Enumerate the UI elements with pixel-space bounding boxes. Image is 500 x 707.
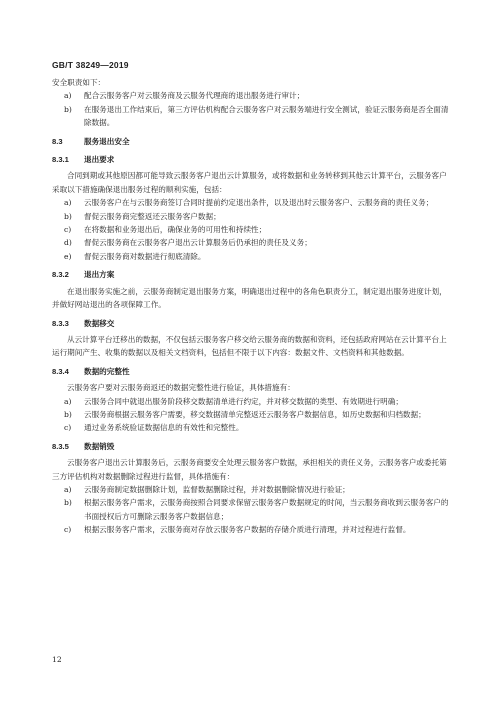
- list-item: c) 在将数据和业务退出后，确保业务的可用性和持续性；: [64, 225, 267, 235]
- section-heading-8-3-1: 8.3.1 退出要求: [52, 155, 115, 165]
- standard-number: GB/T 38249—2019: [52, 60, 129, 70]
- list-item: d) 督促云服务商在云服务客户退出云计算服务后仍承担的责任及义务；: [64, 238, 312, 248]
- section-heading-8-3-2: 8.3.2 退出方案: [52, 270, 115, 280]
- paragraph: 云服务客户要对云服务商返还的数据完整性进行验证，具体措施有：: [67, 383, 295, 393]
- intro-list: [52, 89, 450, 129]
- section-heading-8-3-3: 8.3.3 数据移交: [52, 318, 115, 328]
- list-item: a) 云服务商制定数据删除计划，监督数据删除过程，并对数据删除情况进行验证；: [64, 484, 350, 494]
- list-item: a) 配合云服务客户对云服务商及云服务代理商的退出服务进行审计；: [64, 91, 305, 101]
- paragraph: 合同到期或其他原因都可能导致云服务客户退出云计算服务，或将数据和业务转移到其他云计算平台，云服务客户采取以下措施确保退出服务过程的顺利实施，包括：: [52, 171, 447, 194]
- list-item: b) 督促云服务商完整返还云服务客户数据；: [64, 211, 221, 221]
- list-item: b) 云服务商根据云服务客户需要，移交数据清单完整返还云服务客户数据信息，如历史数据和归档数据；: [64, 409, 426, 419]
- section-heading-8-3-4: 8.3.4 数据的完整性: [52, 366, 130, 376]
- list-item: a) 云服务客户在与云服务商签订合同时提前约定退出条件，以及退出时云服务客户、云服务商的责任义务；: [64, 198, 434, 208]
- paragraph: 从云计算平台迁移出的数据，不仅包括云服务客户移交给云服务商的数据和资料，还包括政府网站在云计算平台上运行期间产生、收集的数据以及相关文档资料，包括但不限于以下内容：数据文件、文档资料和其他数据。: [52, 334, 447, 358]
- list-8-3-5: [52, 483, 450, 537]
- list-item: e) 督促云服务商对数据进行彻底清除。: [64, 251, 206, 261]
- paragraph: 云服务客户退出云计算服务后，云服务商要安全处理云服务客户数据，承担相关的责任义务，云服务客户或委托第三方评估机构对数据删除过程进行监督，具体措施有：: [52, 458, 447, 481]
- list-item: c) 根据云服务客户需求，云服务商对存放云服务客户数据的存储介质进行清理，并对过程进行监督。: [64, 525, 411, 535]
- paragraph: 在退出服务实施之前，云服务商制定退出服务方案，明确退出过程中的各角色职责分工，制定退出服务进度计划，并做好网站退出的各项保障工作。: [52, 286, 447, 310]
- section-heading-8-3-5: 8.3.5 数据销毁: [52, 441, 115, 451]
- list-item: b) 根据云服务客户需求，云服务商按照合同要求保留云服务客户数据规定的时间，当云服务商收到云服务客户的书面授权后方可删除云服务客户数据信息；: [64, 498, 449, 521]
- list-item: c) 通过业务系统验证数据信息的有效性和完整性。: [64, 423, 244, 433]
- section-heading-8-3: 8.3 服务退出安全: [52, 136, 130, 146]
- list-item: a) 云服务合同中就退出服务阶段移交数据清单进行约定，并对移交数据的类型、有效期进行明确；: [64, 396, 403, 406]
- list-8-3-4: [52, 395, 450, 435]
- list-8-3-1: [52, 196, 450, 263]
- intro-line: 安全职责如下：: [52, 78, 106, 87]
- list-item: b) 在服务退出工作结束后，第三方评估机构配合云服务客户对云服务端进行安全测试，验证云服务商是否全面清除数据。: [64, 104, 449, 128]
- page-content: [52, 76, 450, 537]
- page-number: 12: [52, 655, 62, 664]
